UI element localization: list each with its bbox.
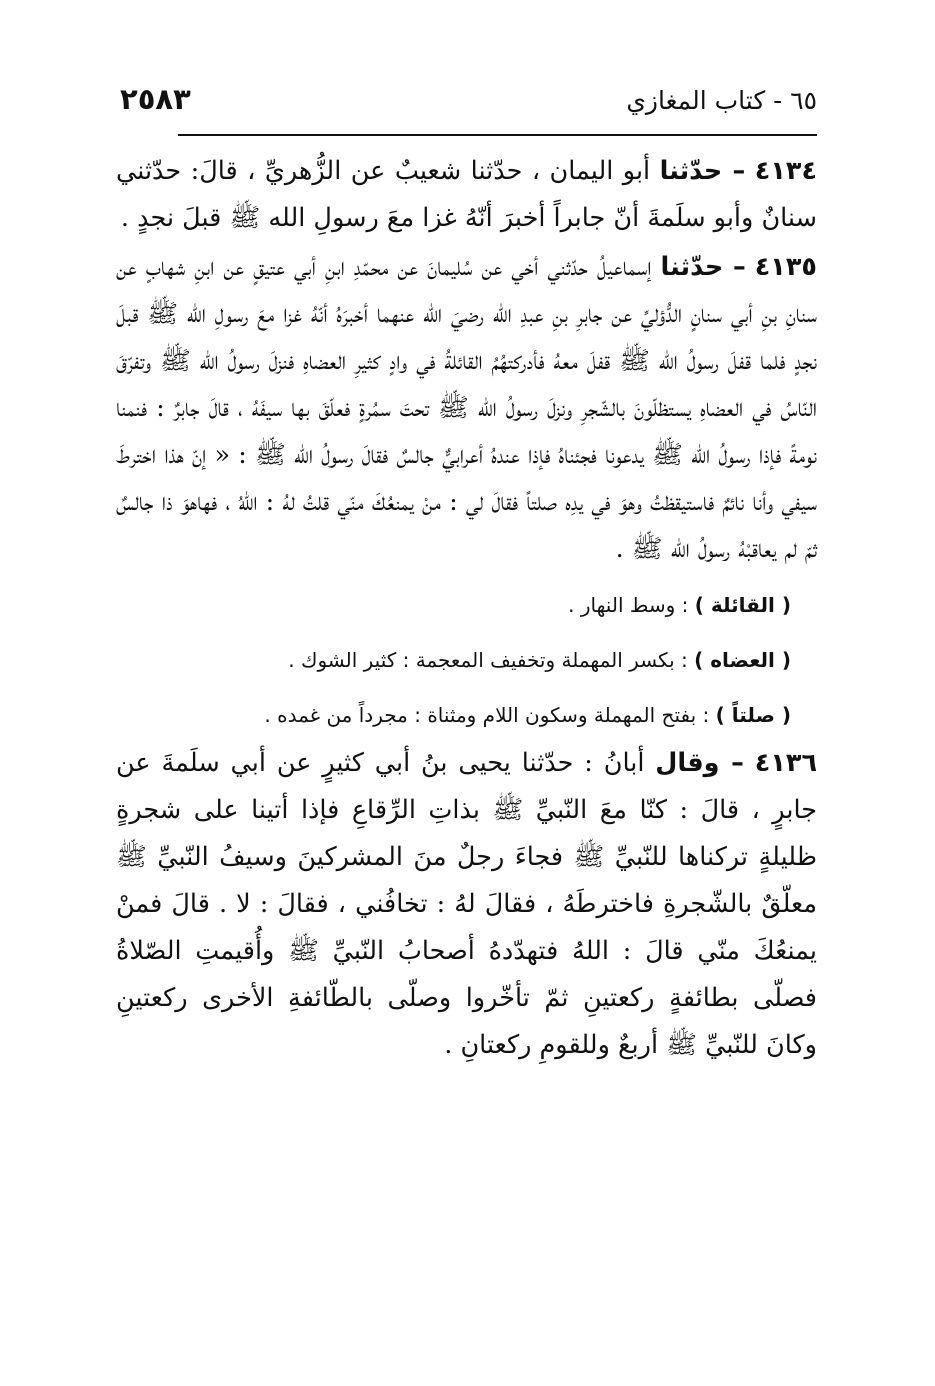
hadith-text: أبانُ : حدّثنا يحيى بنُ أبي كثيرٍ عن أبي سلَمةَ عن جابرٍ ، قالَ : كنّا معَ النّبيِّ ﷺ بذاتِ الرِّقاعِ فإذا أتينا على شجرةٍ ظليلةٍ تركناها للنّبيِّ ﷺ فجاءَ رجلٌ منَ المشركينَ وسيفُ النّبيِّ ﷺ معلّقٌ بالشّجرةِ فاخترطَهُ ، فقالَ لهُ : تخافُني ، فقالَ : لا . قالَ فمنْ يمنعُكَ منّي قالَ : اللهُ فتهدّدهُ أصحابُ النّبيِّ ﷺ وأُقيمتِ الصّلاةُ فصلّى بطائفةٍ ركعتينِ ثمّ تأخّروا وصلّى بالطّائفةِ الأخرى ركعتينِ وكانَ للنّبيِّ ﷺ أربعٌ وللقومِ ركعتانِ . xyxy=(116,748,817,1060)
hadith-number: ٤١٣٦ xyxy=(754,748,818,778)
glossary xyxy=(116,593,817,728)
hadith-dash: – xyxy=(719,748,744,778)
hadith-number: ٤١٣٥ xyxy=(754,252,817,282)
header-rule xyxy=(178,134,817,136)
gloss-entry xyxy=(116,593,791,618)
hadith-text: أبو اليمان ، حدّثنا شعيبٌ عن الزُّهريِّ ، قالَ: حدّثني سنانٌ وأبو سلَمةَ أنّ جابراً أخبرَ أنّهُ غزا معَ رسولِ الله ﷺ قبلَ نجدٍ . xyxy=(116,156,817,233)
gloss-term: ( القائلة ) xyxy=(694,593,791,617)
hadith-opening: حدّثنا xyxy=(659,156,723,186)
gloss-term: ( العضاه ) xyxy=(694,648,791,672)
gloss-definition: : بفتح المهملة وسكون اللام ومثناة : مجرداً من غمده . xyxy=(264,703,716,727)
running-head: ٦٥ - كتاب المغازي xyxy=(626,86,817,115)
gloss-definition: : بكسر المهملة وتخفيف المعجمة : كثير الشوك . xyxy=(288,648,695,672)
gloss-entry xyxy=(116,648,791,673)
hadith-opening: وقال xyxy=(655,748,720,778)
hadith-4134 xyxy=(116,148,817,242)
hadith-number: ٤١٣٤ xyxy=(754,156,818,186)
hadith-opening: حدّثنا xyxy=(660,252,724,282)
hadith-4136 xyxy=(116,740,817,1069)
hadith-dash: – xyxy=(723,252,746,282)
gloss-entry xyxy=(116,703,791,728)
page-number: ٢٥٨٣ xyxy=(120,82,191,116)
hadith-text: إسماعيلُ حدّثني أخي عن سُليمانَ عن محمّدِ ابنِ أبي عتيقٍ عن ابنِ شهابٍ عن سنانِ بنِ أبي سنانٍ الدُّؤليِّ عن جابرِ بنِ عبدِ الله رضيَ الله عنهما أخبرَهُ أنّهُ غزا معَ رسولِ الله ﷺ قبلَ نجدٍ فلما قفلَ رسولُ الله ﷺ قفلَ معهُ فأدركتهُمُ القائلةُ في وادٍ كثيرِ العضاهِ فنزلَ رسولُ الله ﷺ وتفرّقَ النّاسُ في العضاهِ يستظلّونَ بالشّجرِ ونزلَ رسولُ الله ﷺ تحتَ سمُرةٍ فعلّقَ بها سيفَهُ ، قالَ جابرٌ : فنمنا نومةً فإذا رسولُ الله ﷺ يدعونا فجئناهُ فإذا عندهُ أعرابيٌّ جالسٌ فقالَ رسولُ الله ﷺ : « إنّ هذا اخترطَ سيفي وأنا نائمٌ فاستيقظتُ وهوَ في يدِه صلتاً فقالَ لي : منْ يمنعُكَ منّي قلتُ لهُ : اللهُ ، فهاهوَ ذا جالسٌ ثمّ لم يعاقبْهُ رسولُ الله ﷺ . xyxy=(116,252,817,564)
gloss-term: ( صلتاً ) xyxy=(715,703,791,727)
page-header xyxy=(120,82,817,130)
hadith-4135 xyxy=(116,244,817,573)
gloss-definition: : وسط النهار . xyxy=(568,593,695,617)
hadith-dash: – xyxy=(722,156,746,186)
main-text xyxy=(116,148,817,1069)
